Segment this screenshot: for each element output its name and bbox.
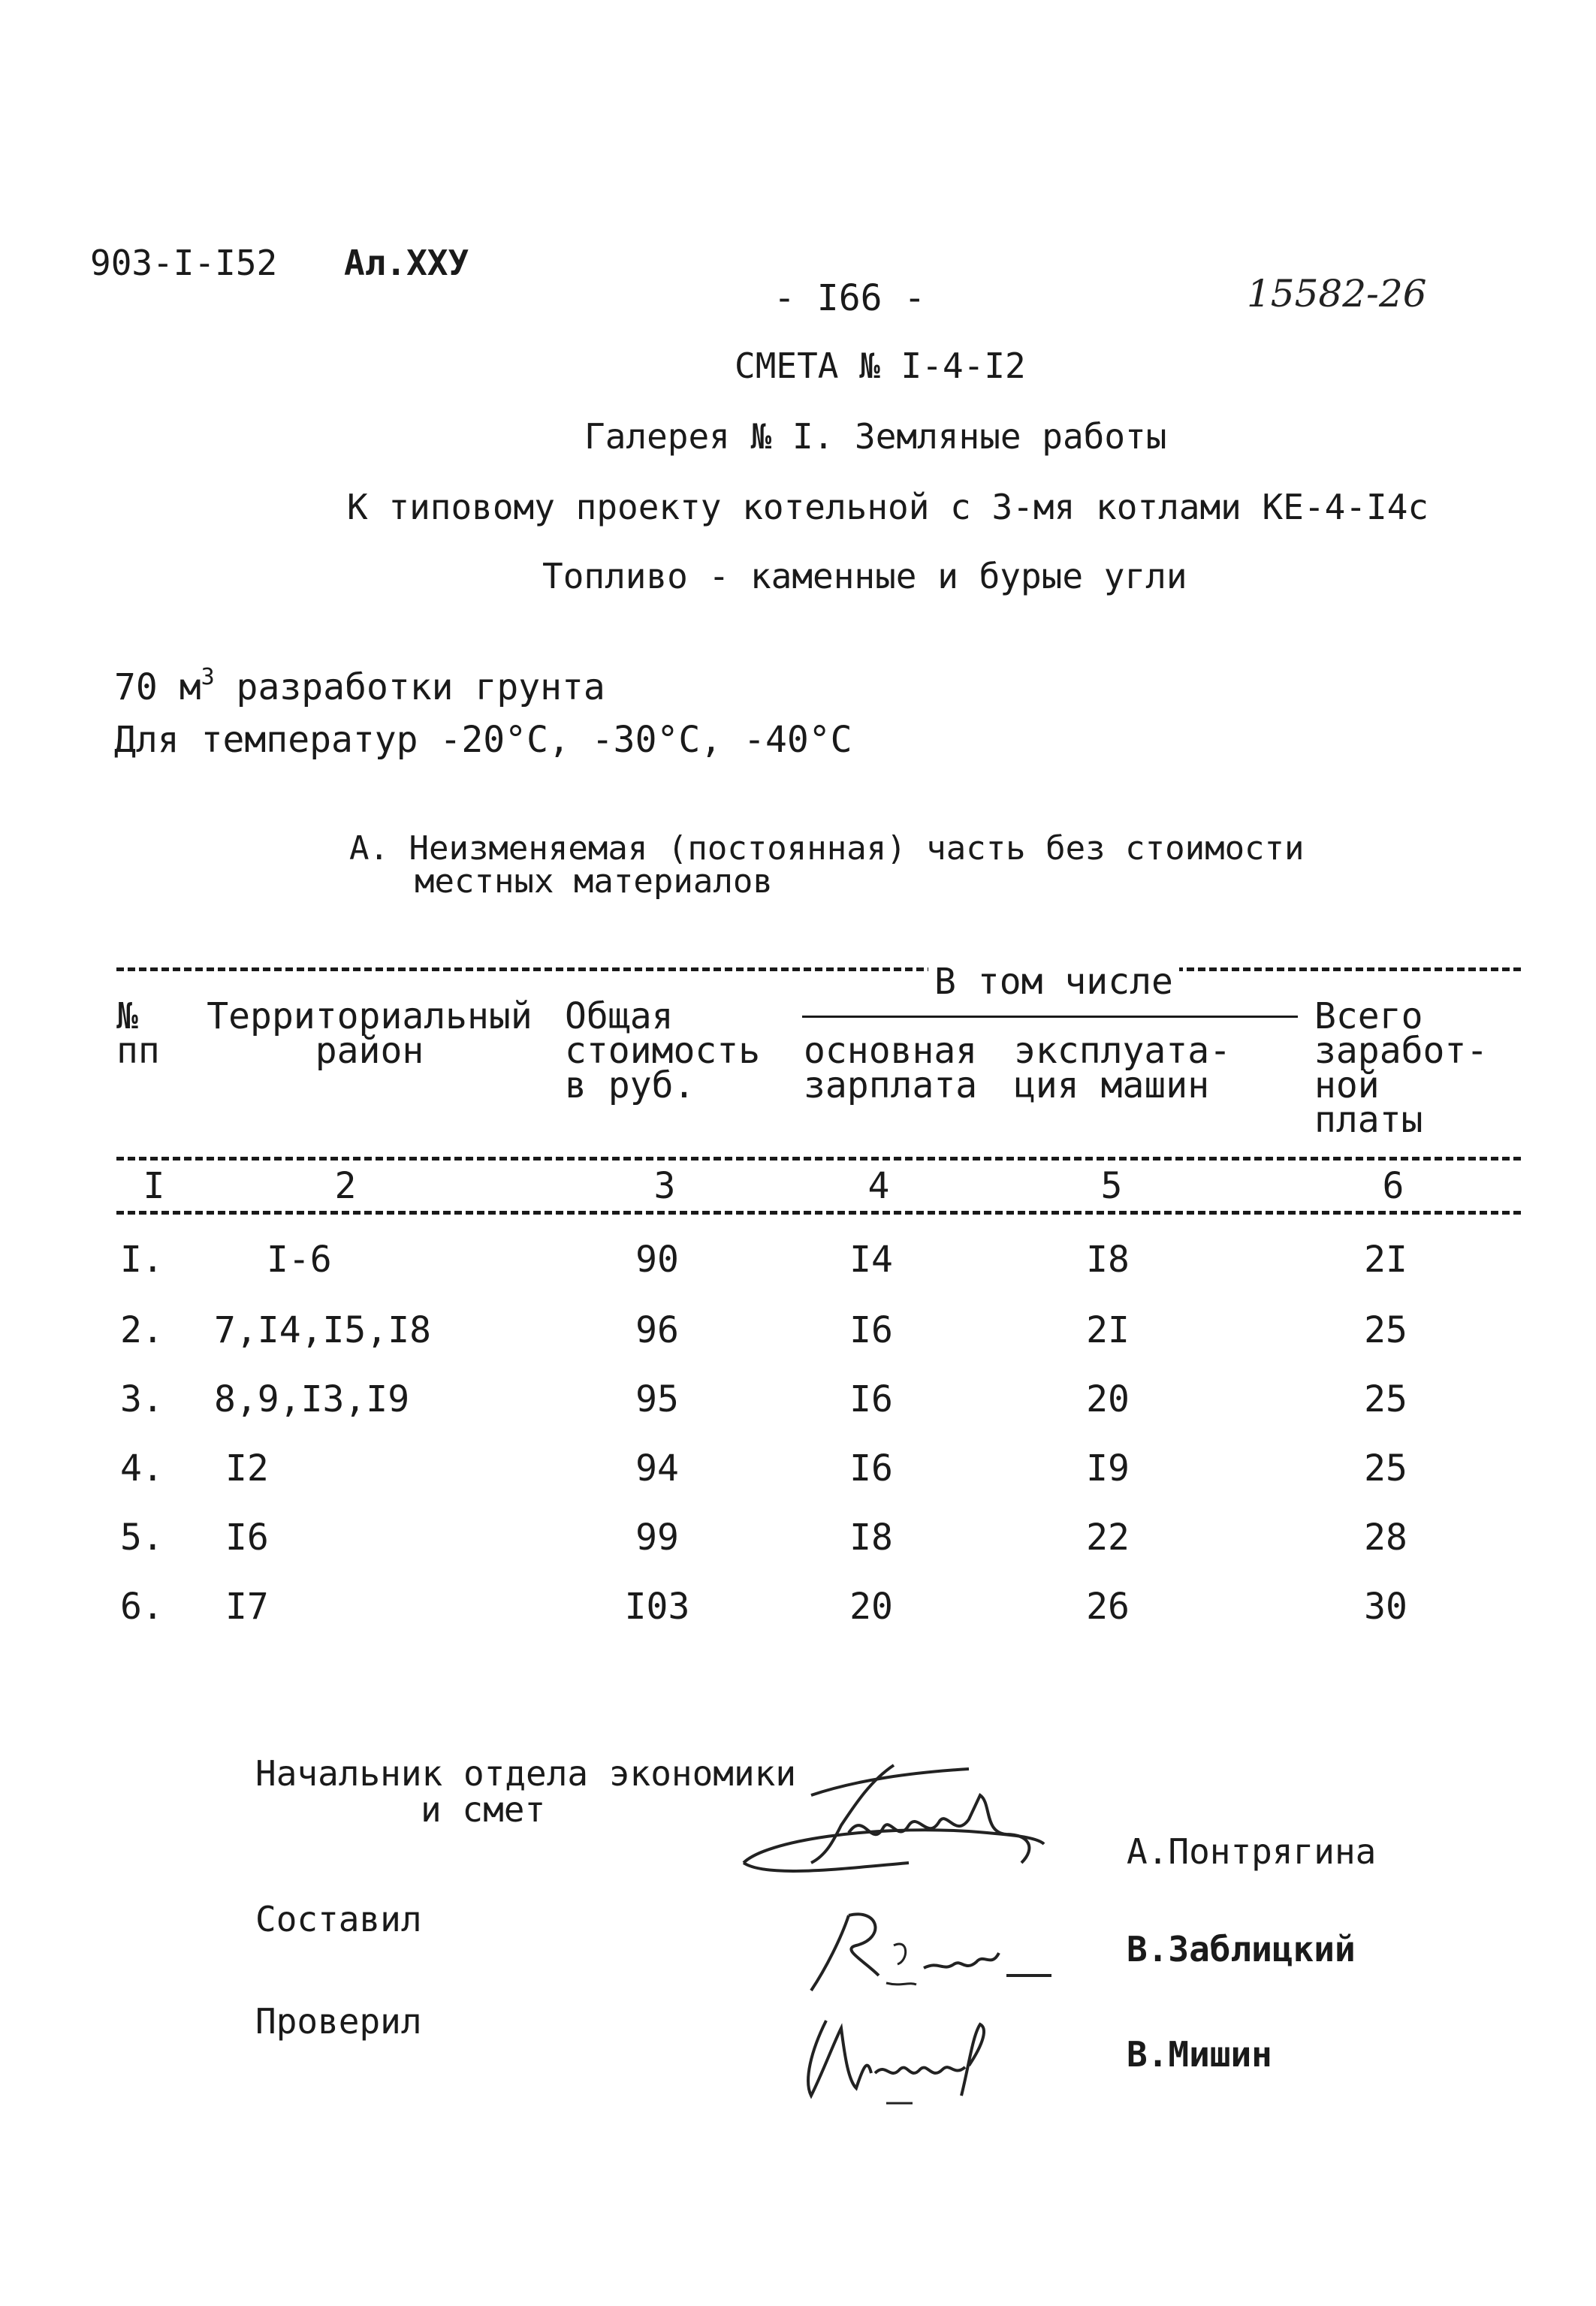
total-cost: 96 — [635, 1309, 679, 1351]
checked-name: В.Мишин — [1127, 2034, 1272, 2075]
group-header-rule — [802, 1016, 1298, 1018]
column-header-base-salary: основная зарплата — [804, 1030, 978, 1106]
fuel-title: Топливо - каменные и бурые угли — [542, 556, 1187, 596]
total-wages: 25 — [1364, 1309, 1407, 1351]
total-cost: 90 — [635, 1239, 679, 1281]
column-header-district: Территориальный район — [207, 995, 533, 1072]
section-heading: А. Неизменяемая (постоянная) часть без стоимости — [349, 829, 1305, 868]
base-salary: I8 — [849, 1517, 893, 1559]
column-number: 3 — [653, 1165, 676, 1207]
column-number: 5 — [1100, 1165, 1123, 1207]
machine-operation: 2I — [1086, 1309, 1130, 1351]
header-bottom-rule — [116, 1157, 1521, 1161]
column-header-machine-operation: эксплуата- ция машин — [1014, 1030, 1231, 1106]
page-number: - I66 - — [774, 277, 926, 319]
machine-operation: I9 — [1086, 1447, 1130, 1490]
machine-operation: 20 — [1086, 1378, 1130, 1420]
machine-operation: 22 — [1086, 1517, 1130, 1559]
compiled-signature — [796, 1893, 1082, 2006]
row-number: 2. — [120, 1309, 164, 1351]
table-top-rule — [116, 967, 1521, 971]
base-salary: I6 — [849, 1309, 893, 1351]
total-cost: 99 — [635, 1517, 679, 1559]
compiled-label: Составил — [255, 1899, 422, 1939]
row-number: I. — [120, 1239, 164, 1281]
handwritten-archive-number: 15582-26 — [1247, 272, 1427, 315]
total-wages: 25 — [1364, 1378, 1407, 1420]
checked-label: Проверил — [255, 2001, 422, 2042]
base-salary: I4 — [849, 1239, 893, 1281]
compiled-name: В.Заблицкий — [1127, 1929, 1356, 1969]
album-number: Ал.XXУ — [344, 243, 469, 283]
total-cost: 94 — [635, 1447, 679, 1490]
district: I7 — [225, 1586, 269, 1628]
column-header-total-cost: Общая стоимость в руб. — [565, 995, 761, 1106]
total-wages: 28 — [1364, 1517, 1407, 1559]
section-heading-cont: местных материалов — [415, 862, 773, 901]
row-number: 4. — [120, 1447, 164, 1490]
column-header-number: № пп — [116, 995, 160, 1072]
total-cost: I03 — [624, 1586, 690, 1628]
machine-operation: I8 — [1086, 1239, 1130, 1281]
column-numbers-rule — [116, 1211, 1521, 1215]
gallery-title: Галерея № I. Земляные работы — [584, 416, 1167, 457]
total-wages: 2I — [1364, 1239, 1407, 1281]
base-salary: I6 — [849, 1447, 893, 1490]
row-number: 6. — [120, 1586, 164, 1628]
district: 8,9,I3,I9 — [214, 1378, 410, 1420]
district: 7,I4,I5,I8 — [214, 1309, 431, 1351]
head-title: Начальник отдела экономики — [255, 1753, 797, 1794]
total-cost: 95 — [635, 1378, 679, 1420]
temperature-range: Для температур -20°С, -30°С, -40°С — [114, 719, 852, 761]
head-name: А.Понтрягина — [1127, 1831, 1377, 1872]
row-number: 5. — [120, 1517, 164, 1559]
district: I6 — [225, 1517, 269, 1559]
column-number: 4 — [867, 1165, 890, 1207]
base-salary: 20 — [849, 1586, 893, 1628]
estimate-title: СМЕТА № I-4-I2 — [735, 346, 1026, 386]
column-header-total-wages: Всего заработ- ной платы — [1314, 995, 1489, 1141]
group-header: В том числе — [928, 961, 1179, 1002]
column-number: 6 — [1382, 1165, 1404, 1207]
machine-operation: 26 — [1086, 1586, 1130, 1628]
document-code: 903-I-I52 — [90, 243, 278, 283]
base-salary: I6 — [849, 1378, 893, 1420]
column-number: I — [143, 1165, 165, 1207]
district: I-6 — [267, 1239, 332, 1281]
checked-signature — [781, 1998, 1021, 2111]
column-number: 2 — [334, 1165, 357, 1207]
row-number: 3. — [120, 1378, 164, 1420]
project-title: К типовому проекту котельной с 3-мя котлами КЕ-4-I4с — [347, 487, 1429, 527]
total-wages: 25 — [1364, 1447, 1407, 1490]
district: I2 — [225, 1447, 269, 1490]
soil-volume: 70 $м^3$ разработки грунта — [114, 664, 605, 708]
head-signature — [721, 1750, 1082, 1900]
total-wages: 30 — [1364, 1586, 1407, 1628]
head-title-cont: и смет — [421, 1789, 546, 1830]
